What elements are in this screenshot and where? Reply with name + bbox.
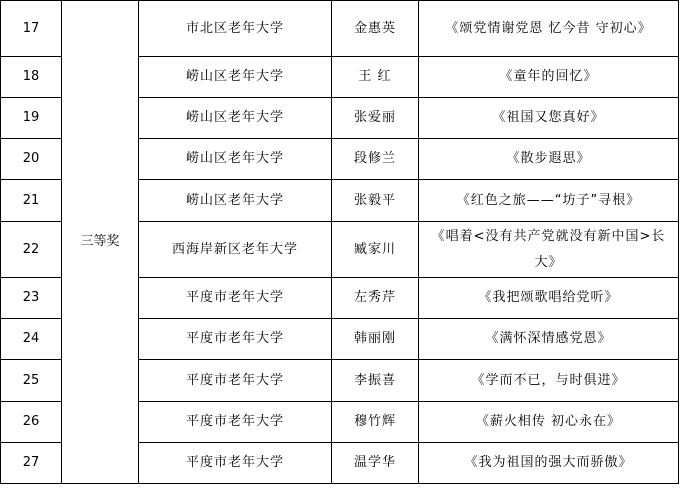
work-title-cell: 《散步遐思》: [419, 139, 679, 180]
school-cell: 平度市老年大学: [139, 319, 332, 360]
row-number: 27: [1, 443, 62, 484]
school-cell: 平度市老年大学: [139, 278, 332, 319]
school-cell: 崂山区老年大学: [139, 180, 332, 222]
author-cell: 左秀芹: [332, 278, 419, 319]
row-number: 21: [1, 180, 62, 222]
row-number: 18: [1, 57, 62, 98]
school-cell: 平度市老年大学: [139, 402, 332, 443]
row-number: 17: [1, 1, 62, 57]
table-row: [1, 1, 679, 57]
row-number: 20: [1, 139, 62, 180]
prize-level: 三等奖: [62, 1, 139, 484]
author-cell: 金惠英: [332, 1, 419, 57]
work-title-cell: 《薪火相传 初心永在》: [419, 402, 679, 443]
school-cell: 崂山区老年大学: [139, 57, 332, 98]
author-cell: 韩丽刚: [332, 319, 419, 360]
row-number: 26: [1, 402, 62, 443]
school-cell: 平度市老年大学: [139, 443, 332, 484]
row-number: 22: [1, 222, 62, 278]
author-cell: 张爱丽: [332, 98, 419, 139]
author-cell: 王 红: [332, 57, 419, 98]
author-cell: 臧家川: [332, 222, 419, 278]
work-title-cell: 《满怀深情感党恩》: [419, 319, 679, 360]
work-title-cell: 《红色之旅——“坊子”寻根》: [419, 180, 679, 222]
author-cell: 温学华: [332, 443, 419, 484]
school-cell: 平度市老年大学: [139, 360, 332, 402]
row-number: 24: [1, 319, 62, 360]
work-title-cell: 《祖国又您真好》: [419, 98, 679, 139]
school-cell: 崂山区老年大学: [139, 139, 332, 180]
author-cell: 段修兰: [332, 139, 419, 180]
work-title-cell: 《颂党情谢党恩 忆今昔 守初心》: [419, 1, 679, 57]
work-title-cell: 《我为祖国的强大而骄傲》: [419, 443, 679, 484]
school-cell: 西海岸新区老年大学: [139, 222, 332, 278]
work-title-cell: 《唱着<没有共产党就没有新中国>长大》: [419, 222, 679, 278]
school-cell: 崂山区老年大学: [139, 98, 332, 139]
row-number: 25: [1, 360, 62, 402]
row-number: 19: [1, 98, 62, 139]
work-title-cell: 《我把颂歌唱给党听》: [419, 278, 679, 319]
work-title-cell: 《学而不已，与时俱进》: [419, 360, 679, 402]
row-number: 23: [1, 278, 62, 319]
author-cell: 张毅平: [332, 180, 419, 222]
author-cell: 穆竹辉: [332, 402, 419, 443]
author-cell: 李振喜: [332, 360, 419, 402]
work-title-cell: 《童年的回忆》: [419, 57, 679, 98]
school-cell: 市北区老年大学: [139, 1, 332, 57]
